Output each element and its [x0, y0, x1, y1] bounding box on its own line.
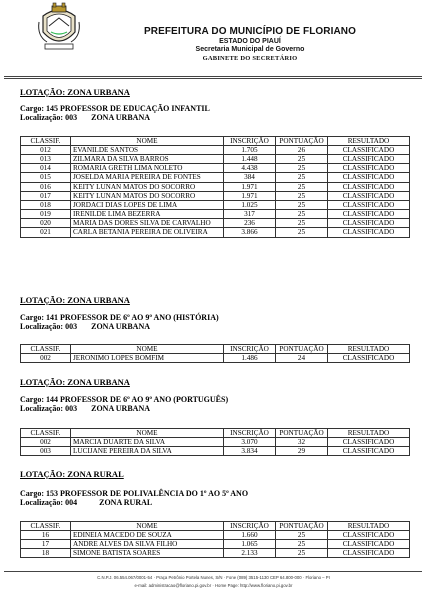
table-row	[21, 540, 410, 549]
cell-pontuacao: 25	[276, 209, 328, 218]
cell-inscricao: 3.866	[224, 228, 276, 238]
col-classif: CLASSIF.	[21, 429, 71, 438]
localizacao-label: Localização: 003	[20, 404, 78, 413]
col-inscricao: INSCRIÇÃO	[224, 429, 276, 438]
cell-pontuacao: 25	[276, 173, 328, 183]
cell-resultado: CLASSIFICADO	[328, 218, 410, 228]
table-row	[21, 354, 410, 363]
cell-classif: 021	[21, 228, 71, 238]
cell-inscricao: 1.486	[224, 354, 276, 363]
cell-pontuacao: 25	[276, 191, 328, 200]
cell-classif: 002	[21, 354, 71, 363]
cell-inscricao: 1.448	[224, 155, 276, 164]
header-rule	[4, 78, 422, 79]
localizacao-value: ZONA URBANA	[91, 322, 151, 331]
cell-pontuacao: 25	[276, 549, 328, 558]
section-lotacao: LOTAÇÃO: ZONA URBANA	[20, 295, 130, 305]
cell-pontuacao: 25	[276, 228, 328, 238]
cell-classif: 003	[21, 447, 71, 456]
col-classif: CLASSIF.	[21, 345, 71, 354]
cell-resultado: CLASSIFICADO	[328, 209, 410, 218]
results-table	[20, 428, 410, 456]
results-table	[20, 521, 410, 558]
cell-resultado: CLASSIFICADO	[328, 531, 410, 540]
cell-pontuacao: 25	[276, 218, 328, 228]
table-row	[21, 173, 410, 183]
cell-inscricao: 317	[224, 209, 276, 218]
col-inscricao: INSCRIÇÃO	[224, 522, 276, 531]
footer-address: C.N.P.J. 06.554.067/0001-54 · Praça Petrônio Portela Nunes, S/N · Fone (089) 3515-1130 CEP 64.800-000 · Floriano – PI	[97, 575, 330, 580]
col-nome: NOME	[71, 345, 224, 354]
cell-inscricao: 3.070	[224, 438, 276, 447]
col-pontuacao: PONTUAÇÃO	[276, 522, 328, 531]
col-pontuacao: PONTUAÇÃO	[276, 137, 328, 146]
cell-inscricao: 1.660	[224, 531, 276, 540]
col-nome: NOME	[71, 137, 224, 146]
cell-resultado: CLASSIFICADO	[328, 438, 410, 447]
cargo-line	[20, 489, 248, 498]
cell-nome: KEITY LUNAN MATOS DO SOCORRO	[71, 191, 224, 200]
cell-inscricao: 236	[224, 218, 276, 228]
cell-pontuacao: 25	[276, 200, 328, 209]
cell-nome: EDINEIA MACEDO DE SOUZA	[71, 531, 224, 540]
cell-pontuacao: 25	[276, 155, 328, 164]
cell-nome: CARLA BETANIA PEREIRA DE OLIVEIRA	[71, 228, 224, 238]
section-lotacao: LOTAÇÃO: ZONA RURAL	[20, 469, 124, 479]
localizacao-line	[20, 113, 150, 122]
cell-inscricao: 3.834	[224, 447, 276, 456]
cell-nome: MARIA DAS DORES SILVA DE CARVALHO	[71, 218, 224, 228]
cargo-value: 144 PROFESSOR DE 6º AO 9º ANO (PORTUGUÊS)	[46, 395, 229, 404]
cell-nome: JERONIMO LOPES BOMFIM	[71, 354, 224, 363]
cell-classif: 019	[21, 209, 71, 218]
localizacao-line	[20, 404, 150, 413]
col-resultado: RESULTADO	[328, 345, 410, 354]
col-resultado: RESULTADO	[328, 522, 410, 531]
localizacao-line	[20, 498, 152, 507]
cell-pontuacao: 32	[276, 438, 328, 447]
cell-pontuacao: 25	[276, 182, 328, 191]
cell-nome: ANDRE ALVES DA SILVA FILHO	[71, 540, 224, 549]
cell-nome: IRENILDE LIMA BEZERRA	[71, 209, 224, 218]
col-nome: NOME	[71, 522, 224, 531]
municipality-title: PREFEITURA DO MUNICÍPIO DE FLORIANO	[143, 26, 357, 37]
cell-pontuacao: 26	[276, 146, 328, 155]
table-row	[21, 191, 410, 200]
cell-nome: EVANILDE SANTOS	[71, 146, 224, 155]
cell-nome: JOSELDA MARIA PEREIRA DE FONTES	[71, 173, 224, 183]
cargo-label: Cargo:	[20, 489, 44, 498]
cell-resultado: CLASSIFICADO	[328, 228, 410, 238]
cell-inscricao: 1.025	[224, 200, 276, 209]
cell-classif: 16	[21, 531, 71, 540]
table-row	[21, 209, 410, 218]
cargo-line	[20, 313, 219, 322]
cell-resultado: CLASSIFICADO	[328, 146, 410, 155]
localizacao-label: Localização: 003	[20, 322, 78, 331]
state-name: ESTADO DO PIAUÍ	[219, 38, 281, 45]
cell-nome: SIMONE BATISTA SOARES	[71, 549, 224, 558]
cell-pontuacao: 25	[276, 540, 328, 549]
localizacao-label: Localização: 003	[20, 113, 78, 122]
cell-classif: 18	[21, 549, 71, 558]
table-header-row	[21, 522, 410, 531]
cell-inscricao: 1.971	[224, 182, 276, 191]
table-row	[21, 200, 410, 209]
cell-pontuacao: 25	[276, 531, 328, 540]
table-row	[21, 531, 410, 540]
cargo-label: Cargo:	[20, 104, 44, 113]
footer-contact: e-mail: administracao@floriano.pi.gov.br · Home Page: http://www.floriano.pi.gov.br	[134, 583, 293, 588]
cell-resultado: CLASSIFICADO	[328, 155, 410, 164]
table-header-row	[21, 345, 410, 354]
table-header-row	[21, 137, 410, 146]
letterhead	[0, 0, 427, 86]
cell-classif: 012	[21, 146, 71, 155]
cell-nome: JORDACI DIAS LOPES DE LIMA	[71, 200, 224, 209]
footer-rule	[4, 571, 422, 572]
cell-resultado: CLASSIFICADO	[328, 354, 410, 363]
cell-classif: 17	[21, 540, 71, 549]
cargo-value: 145 PROFESSOR DE EDUCAÇÃO INFANTIL	[46, 104, 210, 113]
cell-nome: ZILMARA DA SILVA BARROS	[71, 155, 224, 164]
col-inscricao: INSCRIÇÃO	[224, 137, 276, 146]
cell-resultado: CLASSIFICADO	[328, 182, 410, 191]
cargo-value: 153 PROFESSOR DE POLIVALÊNCIA DO 1º AO 5º ANO	[46, 489, 249, 498]
table-row	[21, 155, 410, 164]
cell-classif: 015	[21, 173, 71, 183]
cell-classif: 020	[21, 218, 71, 228]
cell-classif: 002	[21, 438, 71, 447]
cell-classif: 014	[21, 164, 71, 173]
table-row	[21, 438, 410, 447]
col-resultado: RESULTADO	[328, 429, 410, 438]
cell-classif: 018	[21, 200, 71, 209]
cell-inscricao: 2.133	[224, 549, 276, 558]
header-rule	[4, 76, 422, 77]
cell-nome: ROMARIA GRETH LIMA NOLETO	[71, 164, 224, 173]
localizacao-value: ZONA URBANA	[91, 113, 151, 122]
table-row	[21, 182, 410, 191]
office-name: GABINETE DO SECRETÁRIO	[202, 55, 298, 62]
table-row	[21, 549, 410, 558]
cell-nome: LUCIJANE PEREIRA DA SILVA	[71, 447, 224, 456]
secretariat-name: Secretaria Municipal de Governo	[195, 46, 305, 53]
cell-inscricao: 4.438	[224, 164, 276, 173]
localizacao-value: ZONA RURAL	[99, 498, 153, 507]
cell-classif: 013	[21, 155, 71, 164]
cell-pontuacao: 25	[276, 164, 328, 173]
localizacao-value: ZONA URBANA	[91, 404, 151, 413]
cell-nome: MARCIA DUARTE DA SILVA	[71, 438, 224, 447]
col-pontuacao: PONTUAÇÃO	[276, 345, 328, 354]
cell-inscricao: 1.065	[224, 540, 276, 549]
table-row	[21, 218, 410, 228]
cell-inscricao: 1.971	[224, 191, 276, 200]
cell-resultado: CLASSIFICADO	[328, 164, 410, 173]
cell-resultado: CLASSIFICADO	[328, 549, 410, 558]
section-lotacao: LOTAÇÃO: ZONA URBANA	[20, 377, 130, 387]
localizacao-line	[20, 322, 150, 331]
cargo-line	[20, 395, 228, 404]
cell-classif: 017	[21, 191, 71, 200]
col-inscricao: INSCRIÇÃO	[224, 345, 276, 354]
cell-classif: 016	[21, 182, 71, 191]
cell-pontuacao: 24	[276, 354, 328, 363]
table-row	[21, 447, 410, 456]
cell-inscricao: 384	[224, 173, 276, 183]
table-row	[21, 164, 410, 173]
cargo-label: Cargo:	[20, 395, 44, 404]
col-resultado: RESULTADO	[328, 137, 410, 146]
cell-resultado: CLASSIFICADO	[328, 200, 410, 209]
col-classif: CLASSIF.	[21, 137, 71, 146]
cargo-label: Cargo:	[20, 313, 44, 322]
cargo-value: 141 PROFESSOR DE 6º AO 9º ANO (HISTÓRIA)	[46, 313, 219, 322]
cell-resultado: CLASSIFICADO	[328, 447, 410, 456]
municipal-crest-icon	[35, 2, 83, 52]
cell-resultado: CLASSIFICADO	[328, 540, 410, 549]
section-lotacao: LOTAÇÃO: ZONA URBANA	[20, 87, 130, 97]
cell-inscricao: 1.705	[224, 146, 276, 155]
col-classif: CLASSIF.	[21, 522, 71, 531]
cell-nome: KEITY LUNAN MATOS DO SOCORRO	[71, 182, 224, 191]
table-row	[21, 146, 410, 155]
cell-resultado: CLASSIFICADO	[328, 191, 410, 200]
table-row	[21, 228, 410, 238]
cargo-line	[20, 104, 210, 113]
cell-resultado: CLASSIFICADO	[328, 173, 410, 183]
table-header-row	[21, 429, 410, 438]
localizacao-label: Localização: 004	[20, 498, 78, 507]
results-table	[20, 136, 410, 238]
results-table	[20, 344, 410, 363]
cell-pontuacao: 29	[276, 447, 328, 456]
col-pontuacao: PONTUAÇÃO	[276, 429, 328, 438]
col-nome: NOME	[71, 429, 224, 438]
